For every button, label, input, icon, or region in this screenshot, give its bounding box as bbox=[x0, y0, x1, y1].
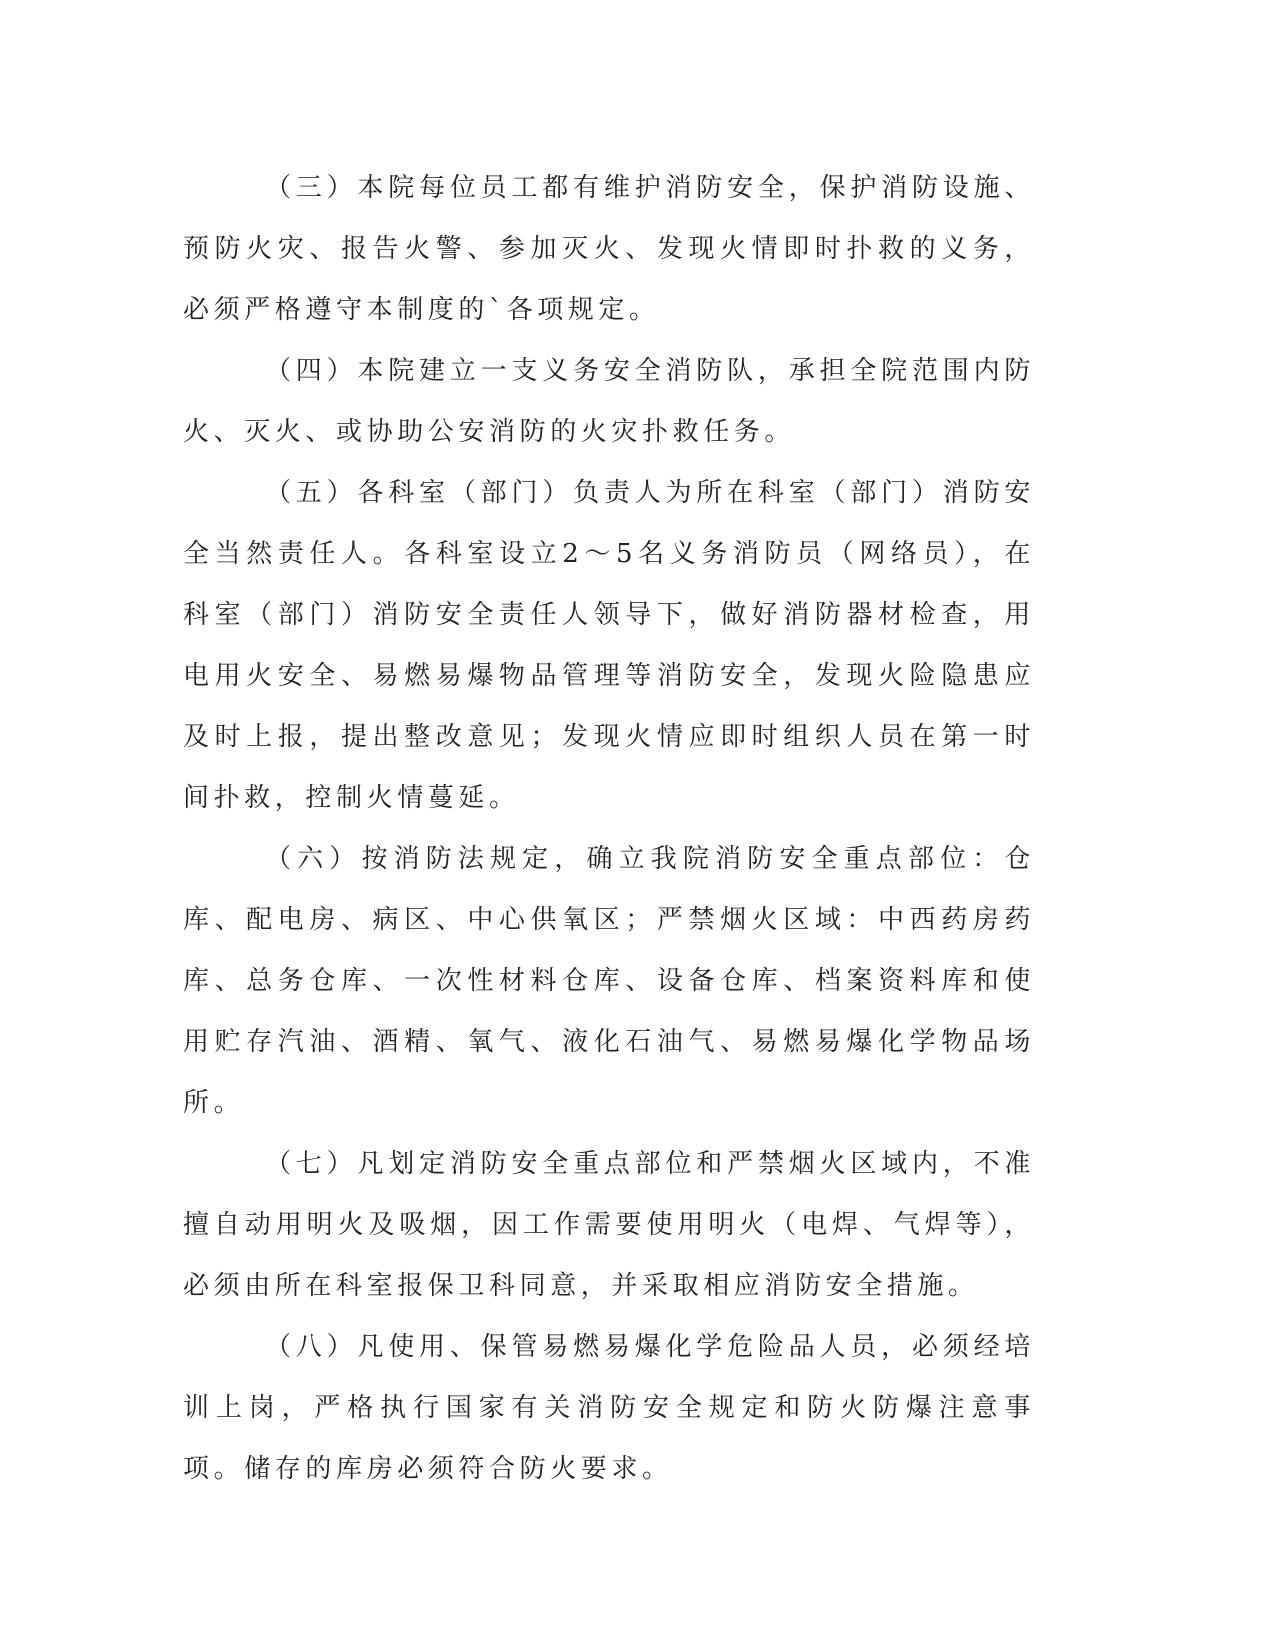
paragraph-5: （五）各科室（部门）负责人为所在科室（部门）消防安全当然责任人。各科室设立2～5名义务消防员（网络员），在科室（部门）消防安全责任人领导下，做好消防器材检查，用电用火安全、易燃易爆物品管理等消防安全，发现火险隐患应及时上报，提出整改意见；发现火情应即时组织人员在第一时间扑救，控制火情蔓延。 bbox=[183, 478, 1035, 813]
paragraph-7: （七）凡划定消防安全重点部位和严禁烟火区域内，不准擅自动用明火及吸烟，因工作需要使用明火（电焊、气焊等），必须由所在科室报保卫科同意，并采取相应消防安全措施。 bbox=[183, 1149, 1035, 1301]
paragraph-3: （三）本院每位员工都有维护消防安全，保护消防设施、预防火灾、报告火警、参加灭火、发现火情即时扑救的义务，必须严格遵守本制度的`各项规定。 bbox=[183, 173, 1035, 325]
paragraph-8: （八）凡使用、保管易燃易爆化学危险品人员，必须经培训上岗，严格执行国家有关消防安全规定和防火防爆注意事项。储存的库房必须符合防火要求。 bbox=[183, 1332, 1035, 1484]
document-body bbox=[183, 158, 1035, 1500]
paragraph-4: （四）本院建立一支义务安全消防队，承担全院范围内防火、灭火、或协助公安消防的火灾扑救任务。 bbox=[183, 356, 1035, 447]
paragraph-6: （六）按消防法规定，确立我院消防安全重点部位：仓库、配电房、病区、中心供氧区；严禁烟火区域：中西药房药库、总务仓库、一次性材料仓库、设备仓库、档案资料库和使用贮存汽油、酒精、氧气、液化石油气、易燃易爆化学物品场所。 bbox=[183, 844, 1035, 1118]
